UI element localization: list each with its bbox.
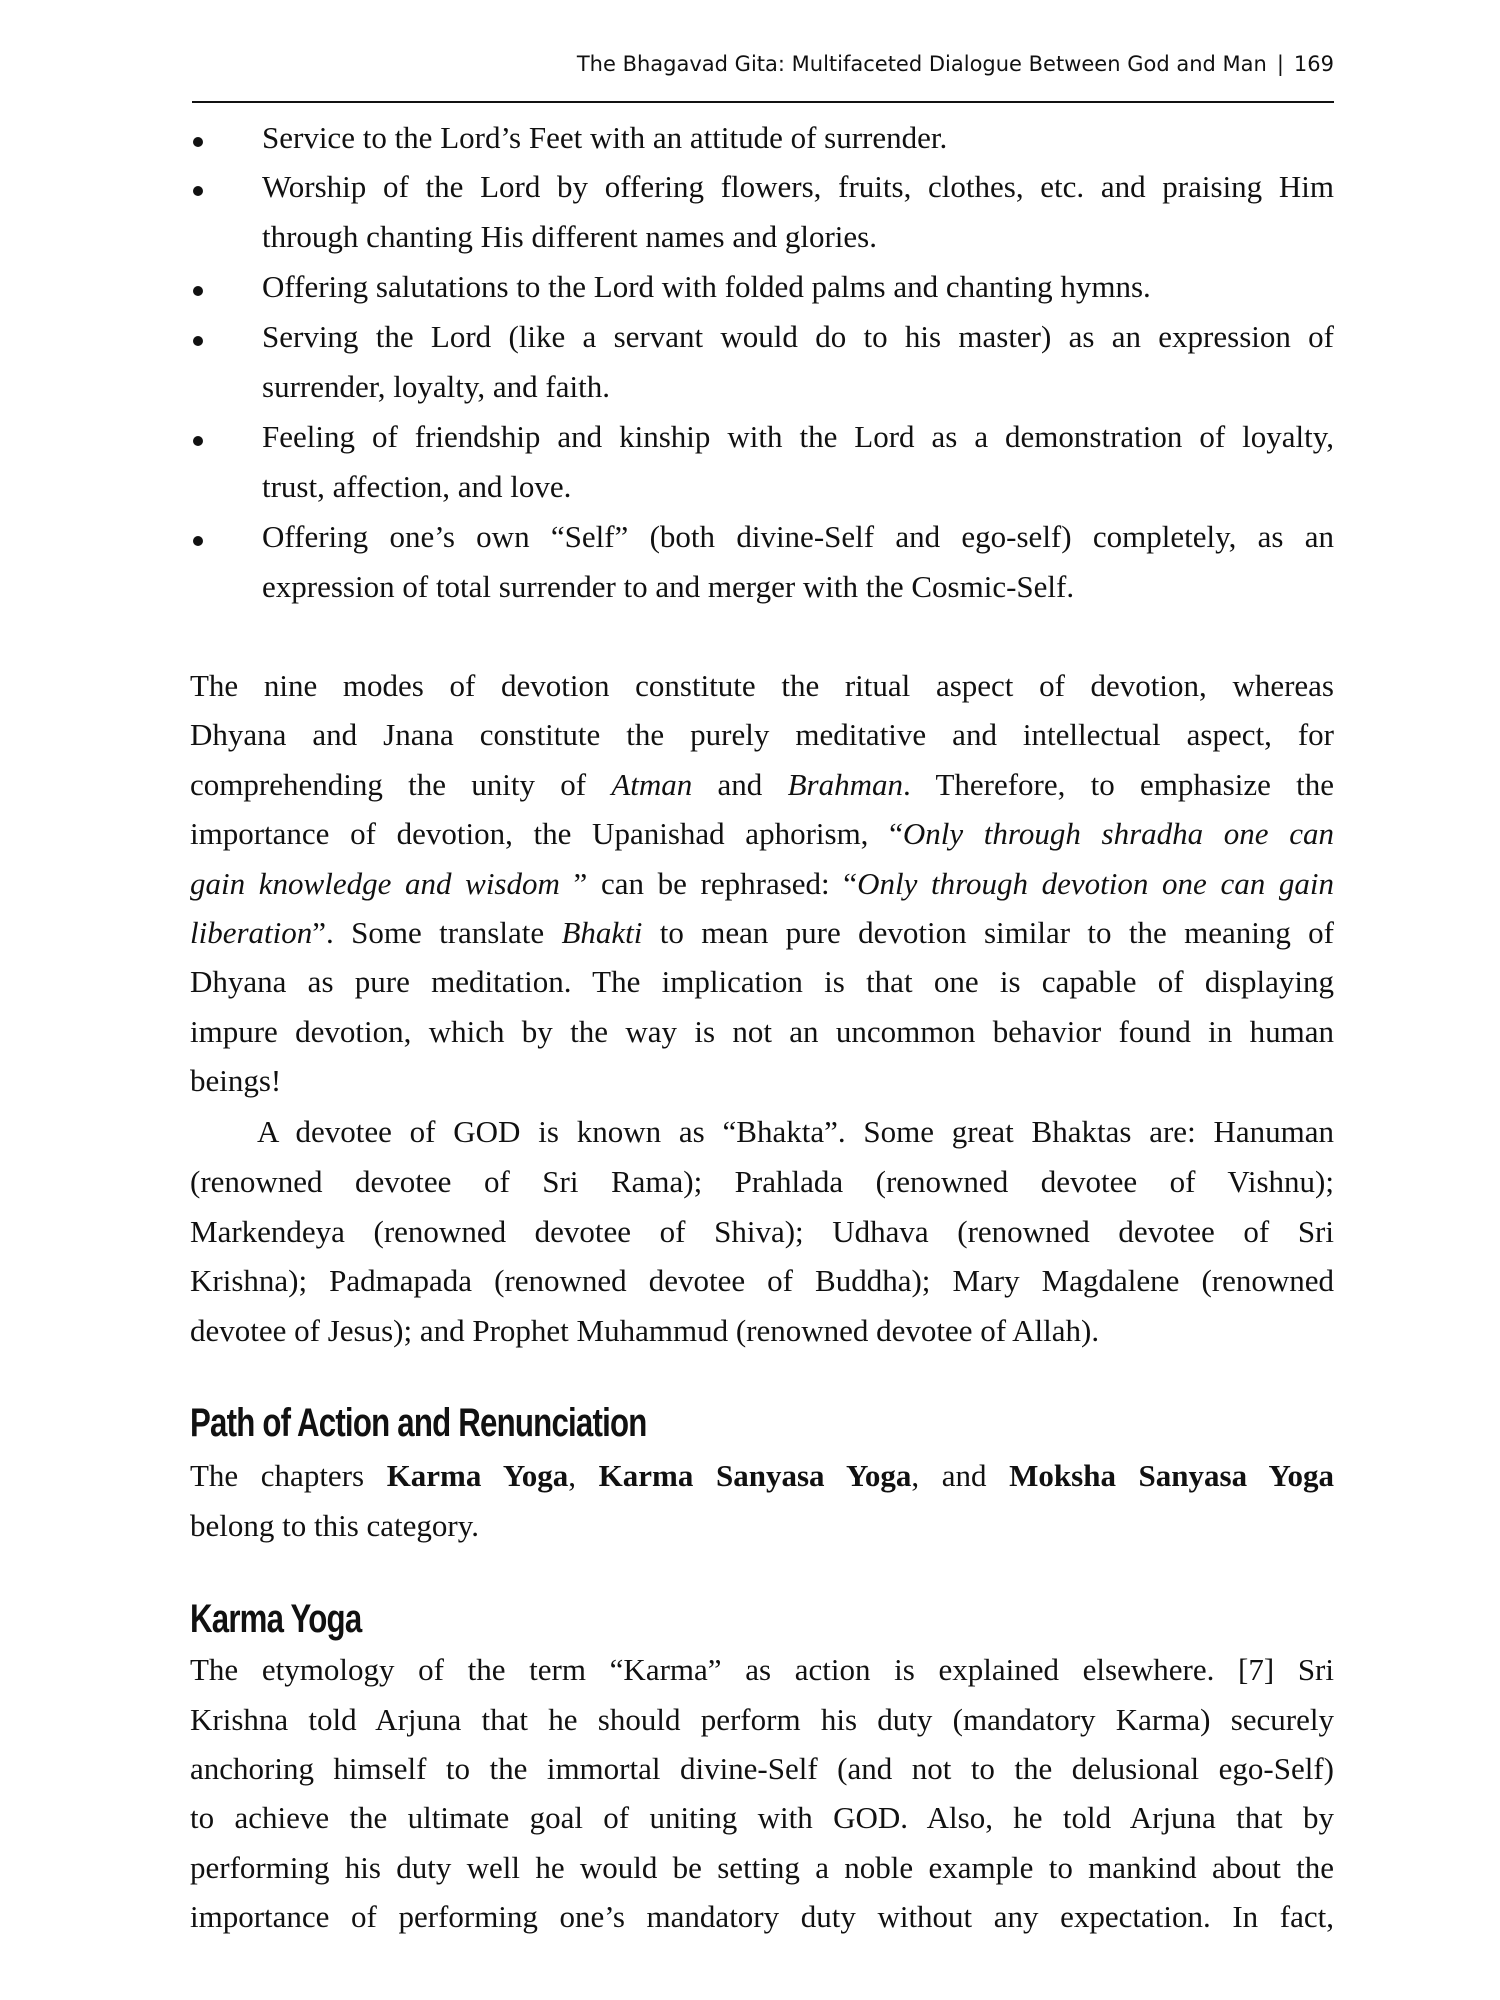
paragraph-line: (renowned devotee of Sri Rama); Prahlada (renowned devotee of Vishnu); [190,1164,1334,1199]
text: ” can be rephrased: “ [559,866,858,901]
text: , [568,1458,599,1493]
paragraph-line: importance of performing one’s mandatory duty without any expectation. In fact, [190,1899,1334,1934]
paragraph-line: impure devotion, which by the way is not an uncommon behavior found in human [190,1014,1334,1049]
list-item-continuation: surrender, loyalty, and faith. [262,369,610,404]
text: . Therefore, to emphasize the [902,767,1335,802]
bullet-icon [193,186,203,196]
bullet-icon [193,137,203,147]
paragraph-line: to achieve the ultimate goal of uniting with GOD. Also, he told Arjuna that by [190,1800,1334,1835]
paragraph-line [190,765,1334,805]
paragraph-line: beings! [190,1063,282,1098]
list-item: Worship of the Lord by offering flowers, fruits, clothes, etc. and praising Him [262,169,1334,204]
text: The chapters [190,1458,387,1493]
paragraph-line: The etymology of the term “Karma” as action is explained elsewhere. [7] Sri [190,1652,1334,1687]
paragraph-line [190,913,1334,953]
text: ”. Some translate [312,915,562,950]
text: importance of devotion, the Upanishad aphorism, “ [190,816,903,851]
list-item-continuation: through chanting His different names and glories. [262,219,877,254]
list-item-continuation: trust, affection, and love. [262,469,572,504]
italic-quote: Only through devotion one can gain [857,866,1334,901]
paragraph-line: anchoring himself to the immortal divine-Self (and not to the delusional ego-Self) [190,1751,1334,1786]
paragraph-line: devotee of Jesus); and Prophet Muhammud (renowned devotee of Allah). [190,1313,1100,1348]
bold-chapter-karma-yoga: Karma Yoga [386,1458,569,1493]
paragraph-line: The nine modes of devotion constitute the ritual aspect of devotion, whereas [190,668,1334,703]
text: to mean pure devotion similar to the meaning of [642,915,1334,950]
paragraph-line: Dhyana as pure meditation. The implication is that one is capable of displaying [190,964,1334,999]
text: comprehending the unity of [190,767,612,802]
paragraph-line: Krishna); Padmapada (renowned devotee of Buddha); Mary Magdalene (renowned [190,1263,1334,1298]
list-item: Feeling of friendship and kinship with the Lord as a demonstration of loyalty, [262,419,1334,454]
bold-chapter-karma-sanyasa-yoga: Karma Sanyasa Yoga [598,1458,912,1493]
text: and [692,767,788,802]
list-item-continuation: expression of total surrender to and merger with the Cosmic-Self. [262,569,1075,604]
paragraph-line [190,814,1334,854]
paragraph-line [190,864,1334,904]
italic-quote: gain knowledge and wisdom [190,866,560,901]
page-number: 169 [1293,52,1334,76]
section-heading-karma-yoga: Karma Yoga [190,1597,362,1641]
header-rule [192,101,1334,103]
text: , and [911,1458,1010,1493]
paragraph-line: Dhyana and Jnana constitute the purely meditative and intellectual aspect, for [190,717,1334,752]
italic-quote: Only through shradha one can [902,816,1334,851]
italic-term-brahman: Brahman [787,767,903,802]
bold-chapter-moksha-sanyasa-yoga: Moksha Sanyasa Yoga [1009,1458,1335,1493]
italic-term-bhakti: Bhakti [561,915,643,950]
list-item: Serving the Lord (like a servant would do to his master) as an expression of [262,319,1334,354]
bullet-icon [193,436,203,446]
paragraph-line: A devotee of GOD is known as “Bhakta”. Some great Bhaktas are: Hanuman [257,1114,1334,1149]
section-heading-path-of-action: Path of Action and Renunciation [190,1401,647,1445]
paragraph-line: belong to this category. [190,1508,479,1543]
bullet-icon [193,286,203,296]
list-item: Offering one’s own “Self” (both divine-Self and ego-self) completely, as an [262,519,1334,554]
bullet-icon [193,336,203,346]
bullet-icon [193,536,203,546]
list-item: Service to the Lord’s Feet with an attitude of surrender. [262,120,948,155]
running-head-separator: | [1276,52,1284,76]
running-head [190,52,1334,86]
list-item: Offering salutations to the Lord with folded palms and chanting hymns. [262,269,1151,304]
italic-quote: liberation [190,915,313,950]
running-head-title: The Bhagavad Gita: Multifaceted Dialogue Between God and Man [576,52,1267,76]
paragraph-line [190,1456,1334,1496]
paragraph-line: Krishna told Arjuna that he should perform his duty (mandatory Karma) securely [190,1702,1334,1737]
italic-term-atman: Atman [611,767,693,802]
paragraph-line: performing his duty well he would be setting a noble example to mankind about the [190,1850,1334,1885]
paragraph-line: Markendeya (renowned devotee of Shiva); Udhava (renowned devotee of Sri [190,1214,1334,1249]
